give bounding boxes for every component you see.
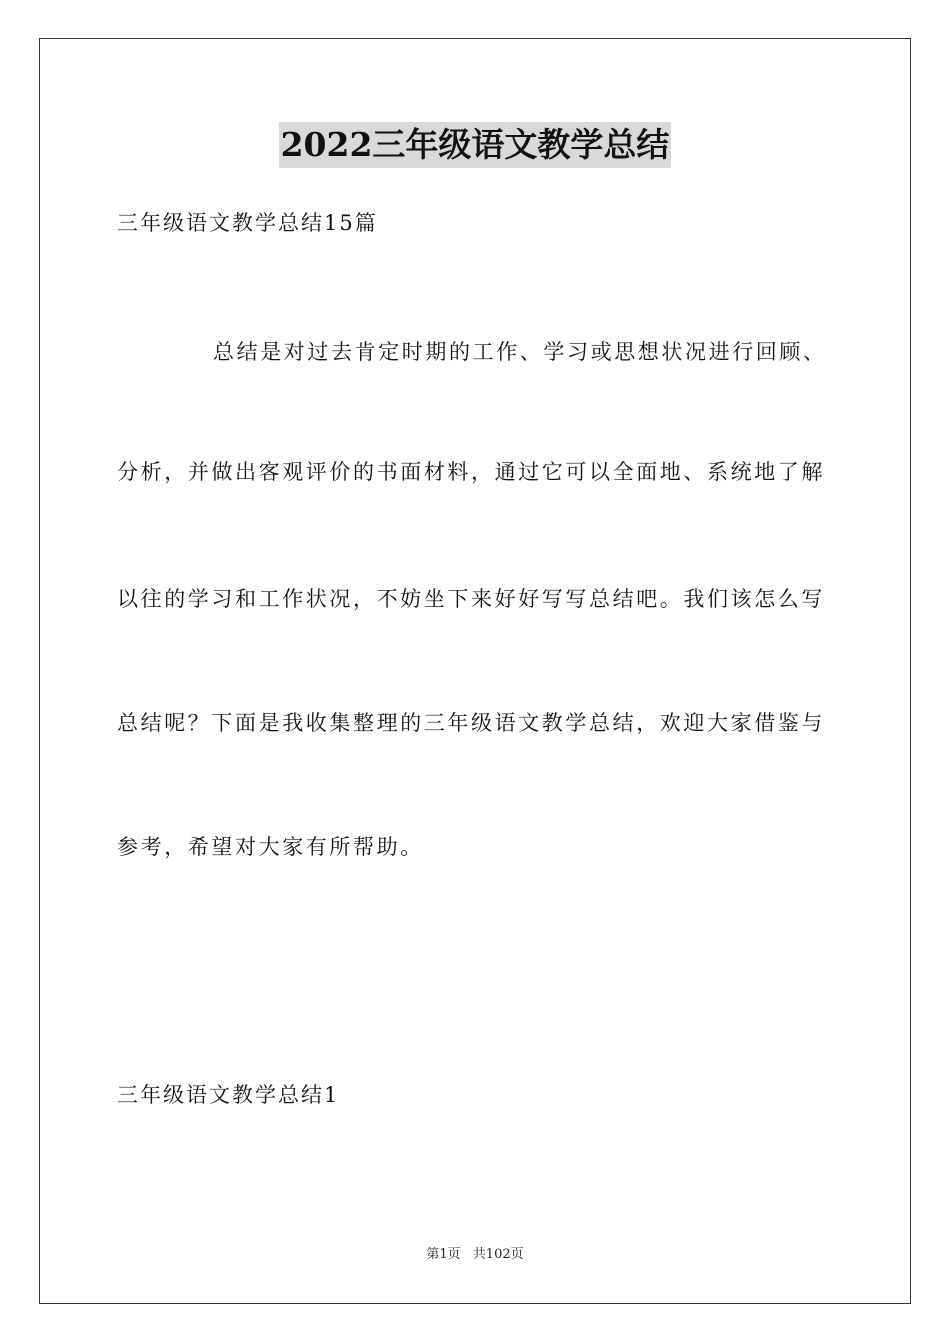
intro-line-3: 以往的学习和工作状况，不妨坐下来好好写写总结吧。我们该怎么写	[117, 587, 825, 611]
intro-line-1: 总结是对过去肯定时期的工作、学习或思想状况进行回顾、	[213, 340, 827, 364]
intro-line-5: 参考，希望对大家有所帮助。	[117, 835, 424, 859]
section-heading: 三年级语文教学总结1	[117, 1083, 340, 1107]
intro-line-2: 分析，并做出客观评价的书面材料，通过它可以全面地、系统地了解	[117, 460, 825, 484]
total-pages: 共102页	[472, 1247, 524, 1262]
document-title	[0, 122, 950, 168]
page-footer	[0, 1246, 950, 1264]
page-number: 第1页	[426, 1247, 461, 1262]
document-title-text: 2022三年级语文教学总结	[279, 122, 672, 168]
document-subtitle: 三年级语文教学总结15篇	[117, 211, 378, 235]
intro-line-4: 总结呢？下面是我收集整理的三年级语文教学总结，欢迎大家借鉴与	[117, 711, 825, 735]
